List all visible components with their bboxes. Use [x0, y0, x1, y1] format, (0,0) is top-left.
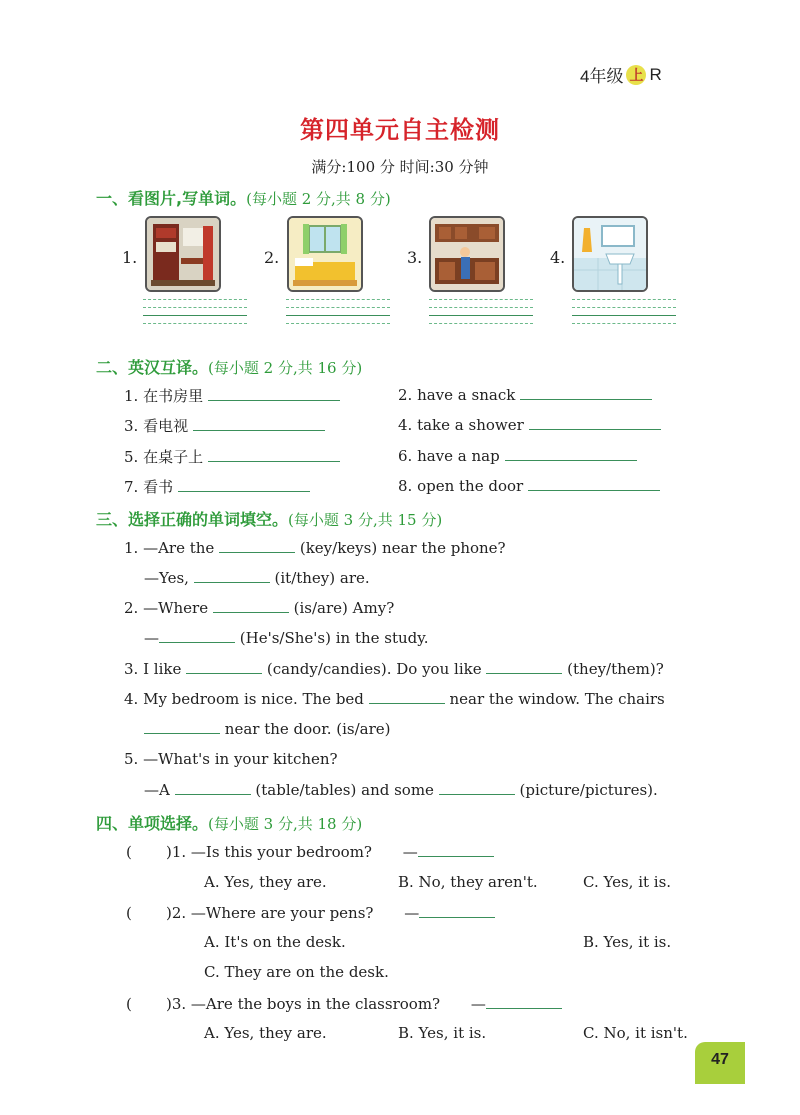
section4-note: (每小题 3 分,共 18 分) — [208, 815, 363, 833]
fill-q4-text-a: 4. My bedroom is nice. The bed — [124, 690, 364, 708]
mc-q2-option-b[interactable]: B. Yes, it is. — [583, 933, 672, 951]
fill-q3-blank-1[interactable] — [186, 659, 262, 674]
translate-item-4-text: 4. take a shower — [398, 416, 524, 434]
pic-item-3-number: 3. — [407, 248, 423, 267]
fill-q3-text-b: (candy/candies). Do you like — [266, 660, 482, 678]
mc-q3-stem-text: )3. —Are the boys in the classroom? — [166, 995, 441, 1013]
fill-q2-text-d: (He's/She's) in the study. — [239, 629, 429, 647]
translate-item-6 — [398, 446, 637, 465]
translate-item-5 — [124, 446, 340, 467]
translate-item-2-blank[interactable] — [520, 385, 652, 400]
fill-q4-text-b: near the window. The chairs — [449, 690, 665, 708]
page-title: 第四单元自主检测 — [300, 116, 500, 144]
section4-title: 四、单项选择。 — [96, 814, 209, 833]
fill-q5-text-d: (picture/pictures). — [519, 781, 658, 799]
mc-q2-stem-text: )2. —Where are your pens? — [166, 904, 374, 922]
translate-item-1 — [124, 385, 340, 406]
mc-q2-answer-paren[interactable]: ( — [126, 904, 132, 922]
pic-item-1-lines[interactable] — [143, 299, 247, 331]
mc-q1-dash: — — [402, 843, 418, 861]
section4-heading — [96, 811, 362, 834]
translate-item-4 — [398, 415, 661, 434]
fill-q2-line1 — [124, 598, 394, 617]
fill-q3-text-a: 3. I like — [124, 660, 182, 678]
fill-q2-text-b: (is/are) Amy? — [293, 599, 395, 617]
section1-heading — [96, 186, 391, 209]
fill-q2-blank-1[interactable] — [213, 598, 289, 613]
section2-heading — [96, 355, 362, 378]
translate-item-7-text: 7. 看书 — [124, 478, 174, 496]
translate-item-4-blank[interactable] — [529, 415, 661, 430]
mc-q2-option-a[interactable]: A. It's on the desk. — [204, 933, 346, 951]
section3-title: 三、选择正确的单词填空。 — [96, 510, 289, 529]
fill-q4-blank-1[interactable] — [369, 689, 445, 704]
section2-title: 二、英汉互译。 — [96, 358, 209, 377]
mc-q1-answer-paren[interactable]: ( — [126, 843, 132, 861]
translate-item-3-text: 3. 看电视 — [124, 417, 189, 435]
section2-note: (每小题 2 分,共 16 分) — [208, 359, 363, 377]
translate-item-2-text: 2. have a snack — [398, 386, 516, 404]
mc-q2-dash: — — [404, 904, 420, 922]
translate-item-8 — [398, 476, 660, 495]
mc-q3-option-c[interactable]: C. No, it isn't. — [583, 1024, 688, 1042]
mc-q3-dash: — — [470, 995, 486, 1013]
grade-label — [580, 62, 662, 87]
fill-q4-line1 — [124, 689, 665, 708]
fill-q1-text-a: 1. —Are the — [124, 539, 215, 557]
page-number: 47 — [695, 1042, 745, 1084]
fill-q1-blank-2[interactable] — [194, 568, 270, 583]
fill-q5-line1 — [124, 750, 338, 768]
translate-item-2 — [398, 385, 652, 404]
kitchen-icon — [429, 216, 505, 292]
translate-item-7-blank[interactable] — [178, 477, 310, 492]
fill-q1-text-d: (it/they) are. — [274, 569, 370, 587]
pic-item-4-number: 4. — [550, 248, 566, 267]
study-room-icon — [145, 216, 221, 292]
fill-q5-blank-2[interactable] — [439, 780, 515, 795]
fill-q5-text-c: (table/tables) and some — [255, 781, 434, 799]
fill-q2-text-a: 2. —Where — [124, 599, 209, 617]
fill-q3-line — [124, 659, 664, 678]
section3-note: (每小题 3 分,共 15 分) — [288, 511, 443, 529]
translate-item-1-text: 1. 在书房里 — [124, 387, 204, 405]
pic-item-1-number: 1. — [122, 248, 138, 267]
mc-q1-option-a[interactable]: A. Yes, they are. — [204, 873, 327, 891]
mc-q2-option-c[interactable]: C. They are on the desk. — [204, 963, 389, 981]
section1-title: 一、看图片,写单词。 — [96, 189, 247, 208]
fill-q1-text-c: —Yes, — [144, 569, 189, 587]
fill-q2-line2 — [144, 628, 429, 647]
translate-item-8-text: 8. open the door — [398, 477, 524, 495]
mc-q3-blank[interactable] — [486, 994, 562, 1009]
translate-item-3-blank[interactable] — [193, 416, 325, 431]
mc-q1-option-c[interactable]: C. Yes, it is. — [583, 873, 672, 891]
mc-q2-blank[interactable] — [419, 903, 495, 918]
mc-q1-stem — [126, 842, 494, 861]
fill-q1-text-b: (key/keys) near the phone? — [299, 539, 506, 557]
fill-q5-text-a: 5. —What's in your kitchen? — [124, 750, 338, 768]
section1-note: (每小题 2 分,共 8 分) — [246, 190, 391, 208]
edition-text: R — [649, 64, 662, 84]
translate-item-7 — [124, 476, 310, 497]
mc-q3-stem — [126, 994, 562, 1013]
fill-q3-blank-2[interactable] — [486, 659, 562, 674]
fill-q2-text-c: — — [144, 629, 159, 647]
pic-item-3-lines[interactable] — [429, 299, 533, 331]
grade-badge: 上 — [626, 65, 646, 85]
mc-q3-answer-paren[interactable]: ( — [126, 995, 132, 1013]
translate-item-5-blank[interactable] — [208, 447, 340, 462]
fill-q2-blank-2[interactable] — [159, 628, 235, 643]
translate-item-6-text: 6. have a nap — [398, 447, 500, 465]
mc-q3-option-b[interactable]: B. Yes, it is. — [398, 1024, 487, 1042]
page-subtitle: 满分:100 分 时间:30 分钟 — [311, 158, 489, 176]
pic-item-2-number: 2. — [264, 248, 280, 267]
translate-item-8-blank[interactable] — [528, 476, 660, 491]
fill-q1-blank-1[interactable] — [219, 538, 295, 553]
mc-q1-stem-text: )1. —Is this your bedroom? — [166, 843, 372, 861]
pic-item-4-lines[interactable] — [572, 299, 676, 331]
bedroom-icon — [287, 216, 363, 292]
mc-q2-stem — [126, 903, 495, 922]
fill-q4-line2 — [144, 719, 391, 738]
fill-q3-text-c: (they/them)? — [567, 660, 664, 678]
translate-item-3 — [124, 415, 325, 436]
translate-item-1-blank[interactable] — [208, 386, 340, 401]
translate-item-6-blank[interactable] — [505, 446, 637, 461]
fill-q5-line2 — [144, 780, 658, 799]
mc-q1-blank[interactable] — [418, 842, 494, 857]
bathroom-icon — [572, 216, 648, 292]
mc-q1-option-b[interactable]: B. No, they aren't. — [398, 873, 538, 891]
pic-item-2-lines[interactable] — [286, 299, 390, 331]
mc-q3-option-a[interactable]: A. Yes, they are. — [204, 1024, 327, 1042]
translate-item-5-text: 5. 在桌子上 — [124, 448, 204, 466]
fill-q1-line2 — [144, 568, 370, 587]
fill-q4-text-c: near the door. (is/are) — [224, 720, 391, 738]
section3-heading — [96, 507, 442, 530]
grade-text: 4年级 — [580, 67, 624, 86]
fill-q5-text-b: —A — [144, 781, 170, 799]
fill-q5-blank-1[interactable] — [175, 780, 251, 795]
fill-q1-line1 — [124, 538, 506, 557]
fill-q4-blank-2[interactable] — [144, 719, 220, 734]
